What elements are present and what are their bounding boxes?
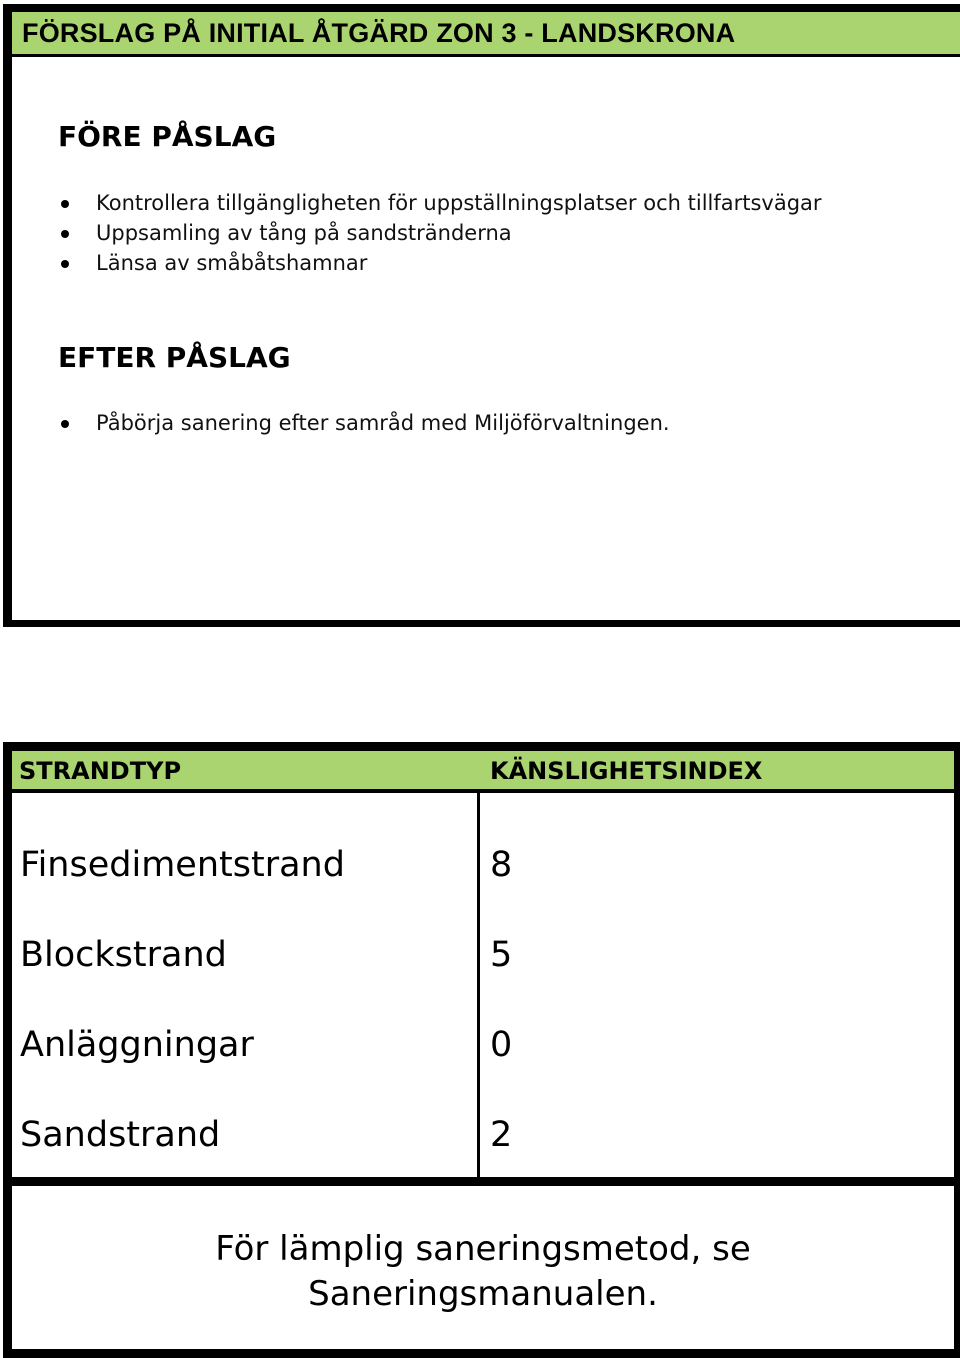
footer-divider [12,1177,954,1186]
column-header-index: KÄNSLIGHETSINDEX [490,757,763,785]
row-type: Anläggningar [20,1025,254,1065]
table-header [12,751,954,793]
list-item: Kontrollera tillgängligheten för uppställningsplatser och tillfartsvägar [56,188,822,218]
title-bar [12,12,960,57]
row-index: 0 [490,1025,513,1065]
footer-note [12,1227,954,1317]
bullet-icon [61,230,69,238]
list-item: Påbörja sanering efter samråd med Miljöförvaltningen. [56,408,670,438]
footer-note-line2: Saneringsmanualen. [308,1274,658,1314]
list-item: Uppsamling av tång på sandstränderna [56,218,822,248]
before-heading: FÖRE PÅSLAG [58,120,277,153]
column-divider [477,793,480,1177]
page-title: FÖRSLAG PÅ INITIAL ÅTGÄRD ZON 3 - LANDSKRONA [22,17,736,48]
column-header-strandtyp: STRANDTYP [19,757,182,785]
row-index: 5 [490,935,513,975]
row-index: 8 [490,845,513,885]
bullet-icon [61,200,69,208]
after-list [56,408,670,438]
list-item: Länsa av småbåtshamnar [56,248,822,278]
after-heading: EFTER PÅSLAG [58,341,291,374]
action-box [3,4,960,627]
before-list [56,188,822,278]
row-index: 2 [490,1115,513,1155]
sensitivity-table [3,742,960,1358]
footer-note-line1: För lämplig saneringsmetod, se [215,1229,751,1269]
row-type: Finsedimentstrand [20,845,345,885]
bullet-icon [61,260,69,268]
row-type: Sandstrand [20,1115,221,1155]
row-type: Blockstrand [20,935,227,975]
bullet-icon [61,420,69,428]
